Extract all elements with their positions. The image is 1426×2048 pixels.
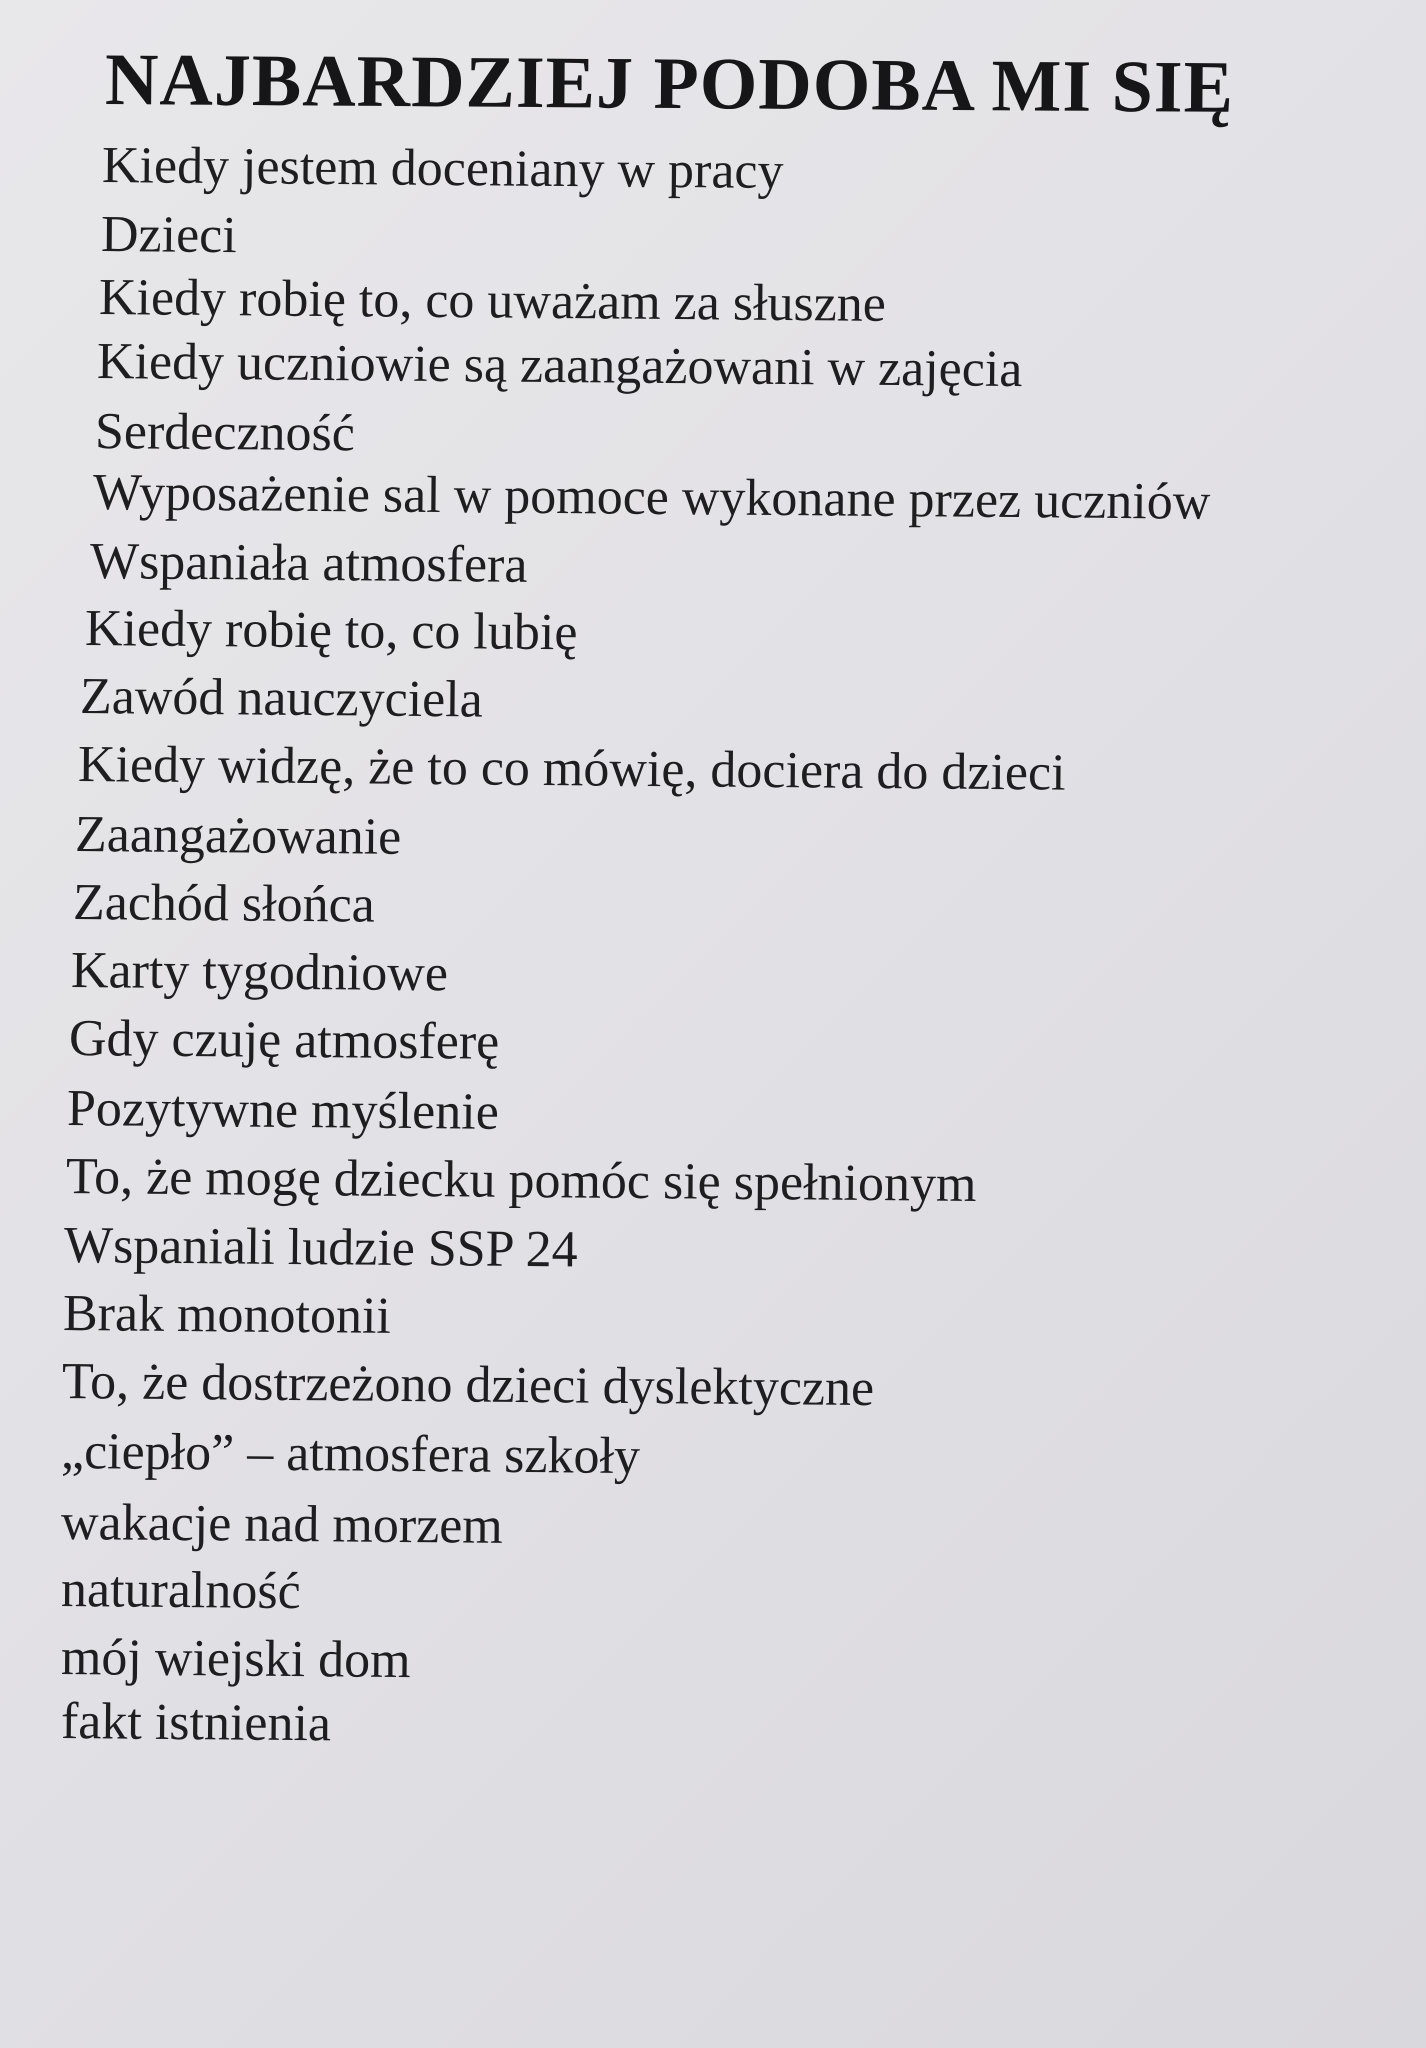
list-item: Pozytywne myślenie: [66, 1080, 500, 1141]
list-item: Kiedy robię to, co uważam za słuszne: [98, 269, 887, 333]
list-item: Zachód słońca: [72, 874, 376, 934]
list-item: mój wiejski dom: [60, 1629, 411, 1690]
list-item: To, że dostrzeżono dzieci dyslektyczne: [61, 1353, 875, 1418]
list-item: Kiedy widzę, że to co mówię, dociera do dzieci: [77, 736, 1066, 802]
list-item: Zawód nauczyciela: [79, 668, 484, 729]
list-item: Kiedy uczniowie są zaangażowani w zajęcia: [96, 333, 1023, 399]
list-item: wakacje nad morzem: [60, 1494, 504, 1555]
list-item: Zaangażowanie: [74, 806, 402, 866]
list-item: Karty tygodniowe: [70, 942, 449, 1003]
list-item: „ciepło” – atmosfera szkoły: [60, 1423, 641, 1486]
list-item: Wyposażenie sal w pomoce wykonane przez uczniów: [92, 464, 1211, 531]
list-item: Kiedy jestem doceniany w pracy: [101, 137, 784, 200]
list-item: Gdy czuję atmosferę: [68, 1010, 500, 1071]
list-item: To, że mogę dziecku pomóc się spełnionym: [65, 1148, 977, 1213]
list-item: Brak monotonii: [62, 1285, 392, 1345]
list-item: Wspaniała atmosfera: [89, 533, 528, 594]
list-item: Kiedy robię to, co lubię: [84, 600, 578, 662]
list-item: Wspaniali ludzie SSP 24: [63, 1217, 578, 1279]
list-item: fakt istnienia: [60, 1693, 332, 1753]
page-title: NAJBARDZIEJ PODOBA MI SIĘ: [104, 39, 1235, 129]
list-item: Serdeczność: [94, 403, 356, 463]
list-item: naturalność: [60, 1561, 301, 1621]
list-item: Dzieci: [100, 206, 237, 265]
